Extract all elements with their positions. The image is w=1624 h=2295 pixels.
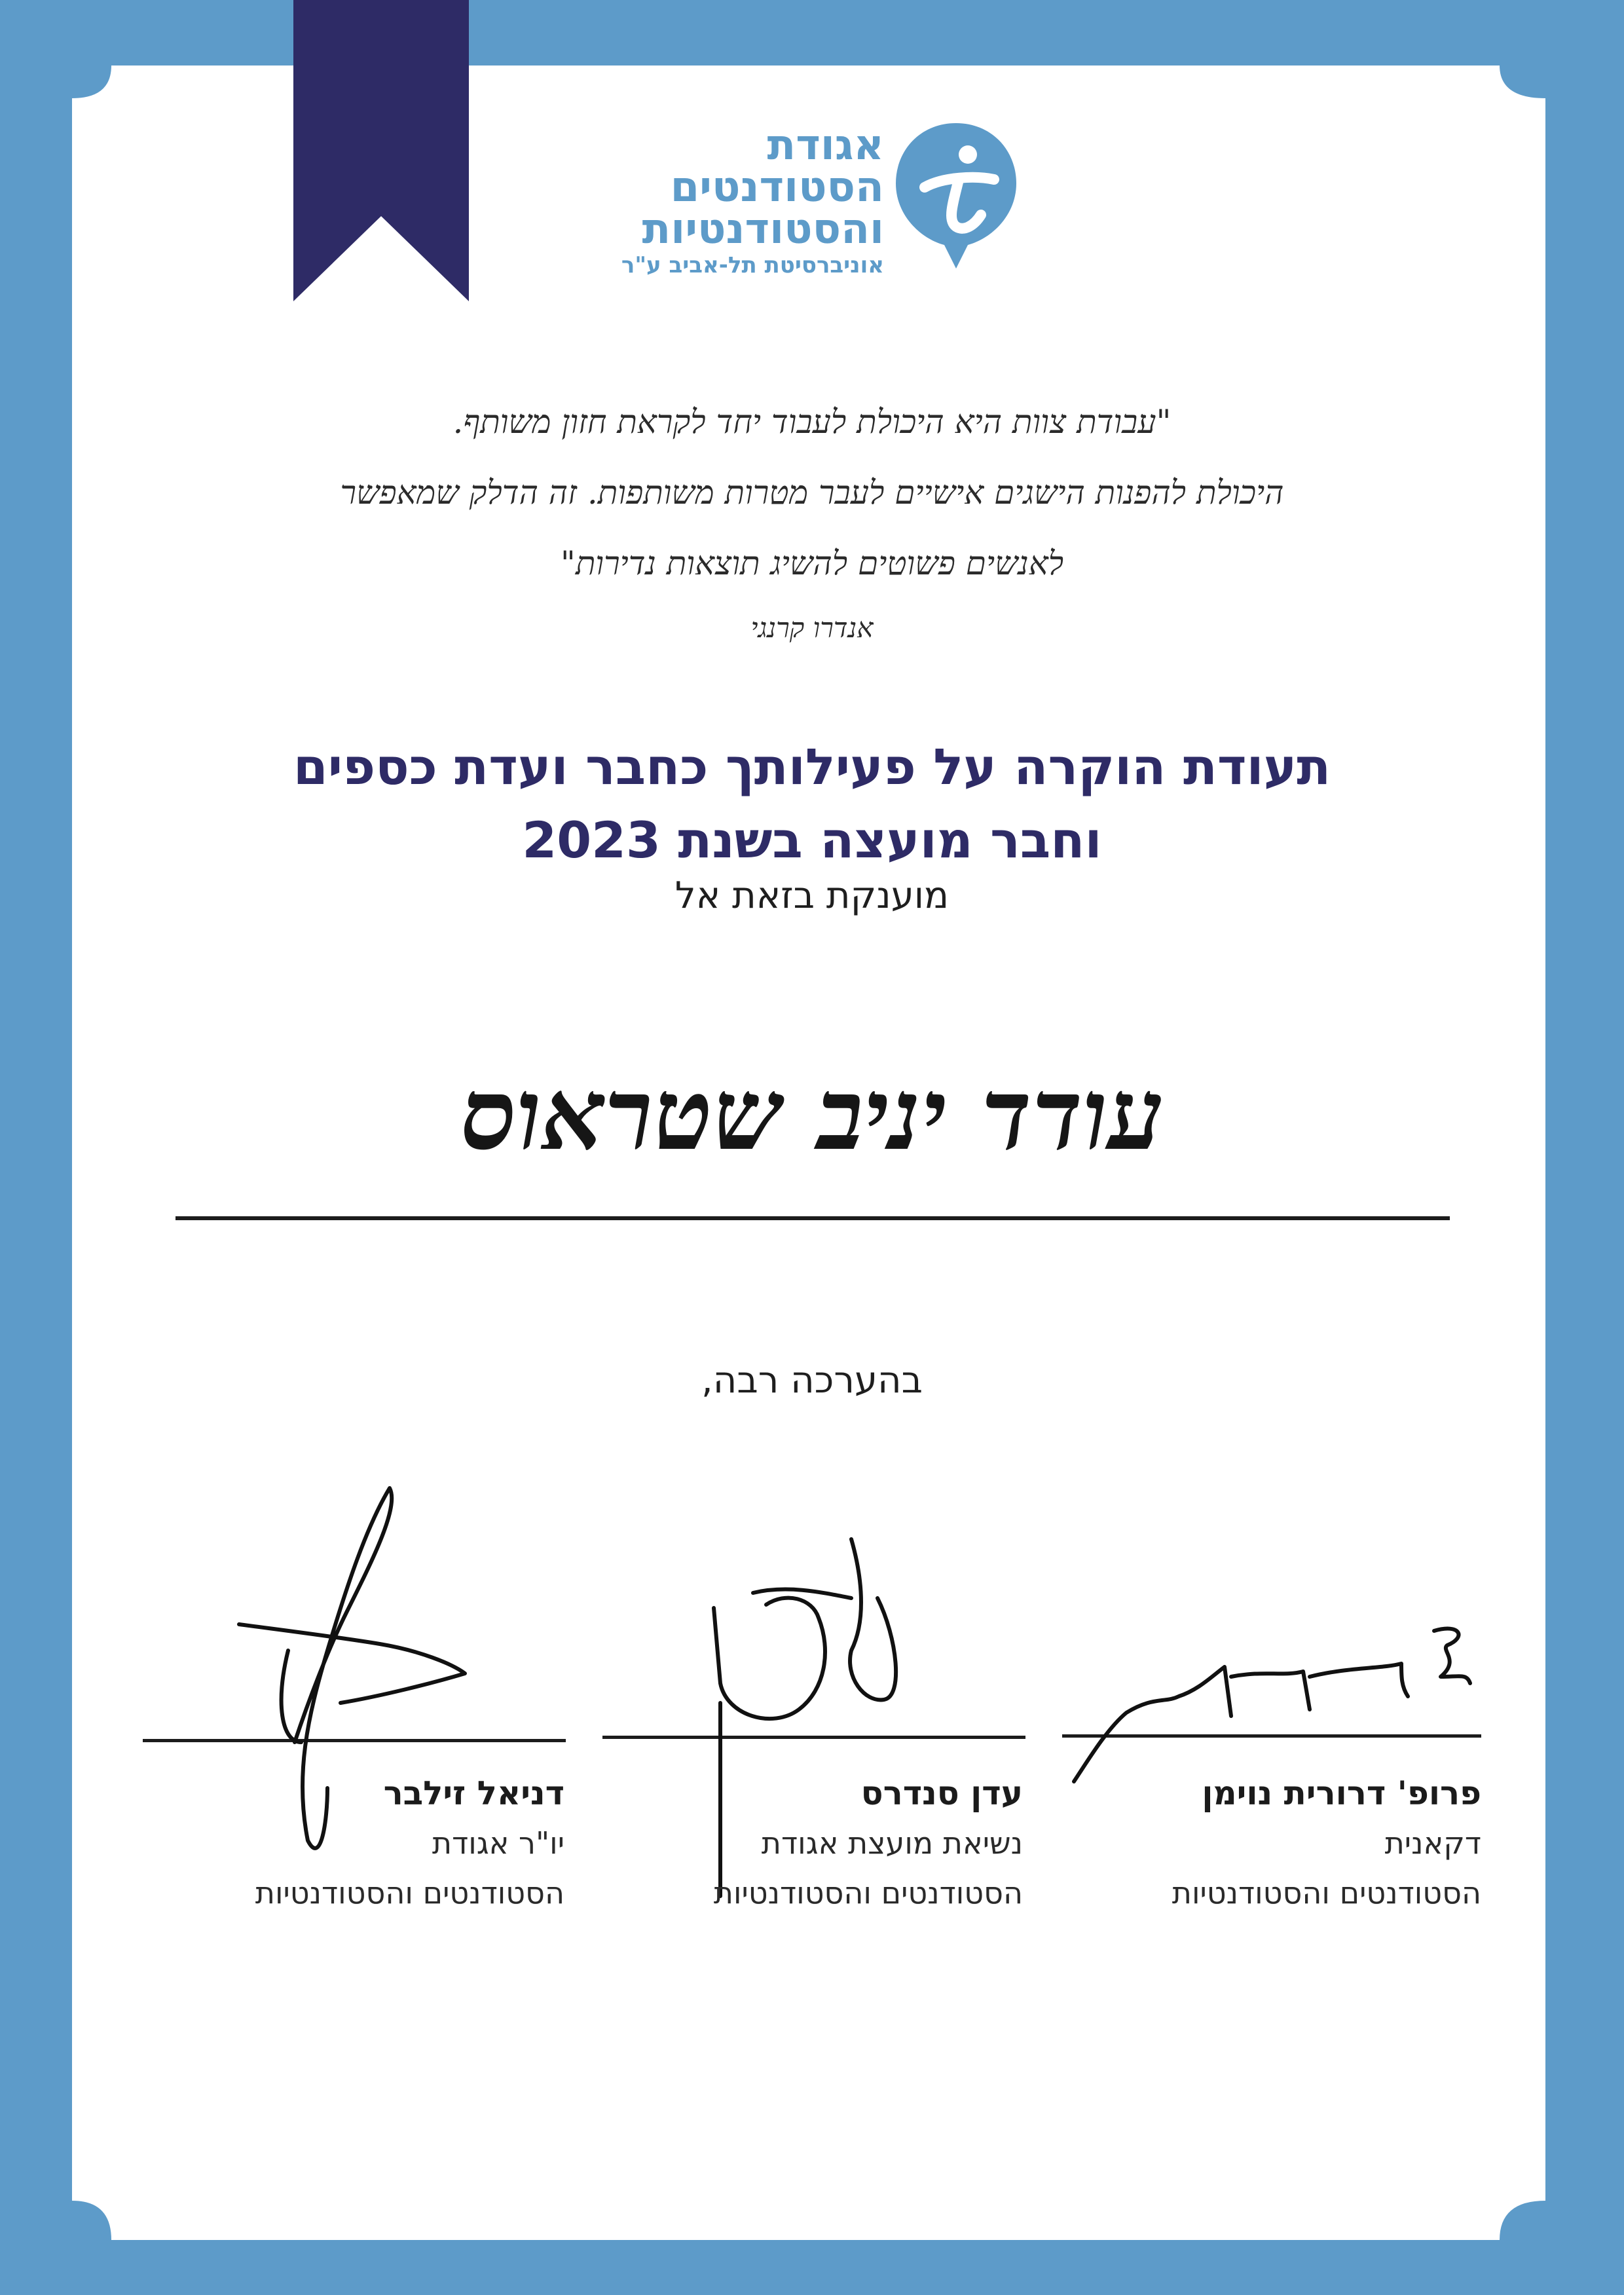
signature-line-union-chair — [143, 1739, 566, 1742]
closing-text: בהערכה רבה, — [701, 1359, 923, 1402]
signature-line-dean — [1062, 1734, 1481, 1738]
logo-line-2: הסטודנטים — [670, 163, 884, 212]
letter-t-pin-icon — [891, 117, 1022, 274]
certificate-title-line-2: וחבר מועצה בשנת 2023 — [522, 811, 1102, 869]
signer-union-chair — [158, 1768, 564, 1918]
signer-union-chair-name: דניאל זילבר — [383, 1774, 564, 1812]
quote-line-1: "עבודת צוות היא היכולת לעבוד יחד לקראת חזון משותף. — [452, 403, 1172, 441]
quote-author: אנדרו קרנגי — [750, 612, 874, 644]
signer-council-chair — [617, 1768, 1023, 1918]
signer-union-chair-role-1: יו"ר אגודת — [432, 1825, 564, 1861]
inspirational-quote — [196, 386, 1428, 658]
certificate-title — [131, 730, 1493, 877]
quote-line-3: לאנשים פשוטים להשיג תוצאות נדירות" — [560, 544, 1064, 582]
quote-line-2: היכולת להפנות הישגים אישיים לעבר מטרות משותפות. זה הדלק שמאפשר — [340, 474, 1284, 512]
recipient-name: עודד יניב שטראוס — [460, 1057, 1164, 1172]
signer-dean — [1075, 1768, 1481, 1918]
logo-line-3: והסטודנטיות — [642, 205, 884, 253]
signer-dean-role-1: דקאנית — [1384, 1825, 1481, 1861]
logo-subtitle: אוניברסיטת תל-אביב ע"ר — [621, 252, 884, 278]
signer-council-chair-role-1: נשיאת מועצת אגודת — [761, 1825, 1023, 1861]
certificate-title-line-1: תעודת הוקרה על פעילותך כחבר ועדת כספים — [293, 737, 1331, 796]
recipient-underline — [175, 1216, 1450, 1220]
signature-line-council-chair — [602, 1736, 1025, 1739]
logo-line-1: אגודת — [767, 121, 884, 170]
organization-logo-text — [426, 121, 884, 278]
signer-dean-role-2: הסטודנטים והסטודנטיות — [1172, 1875, 1481, 1911]
signer-council-chair-role-2: הסטודנטים והסטודנטיות — [713, 1875, 1023, 1911]
signer-council-chair-name: עדן סנדרס — [860, 1774, 1023, 1812]
presented-to-text: מוענקת בזאת אל — [674, 874, 950, 917]
signer-dean-name: פרופ' דרורית נוימן — [1202, 1774, 1481, 1812]
signer-union-chair-role-2: הסטודנטים והסטודנטיות — [255, 1875, 564, 1911]
